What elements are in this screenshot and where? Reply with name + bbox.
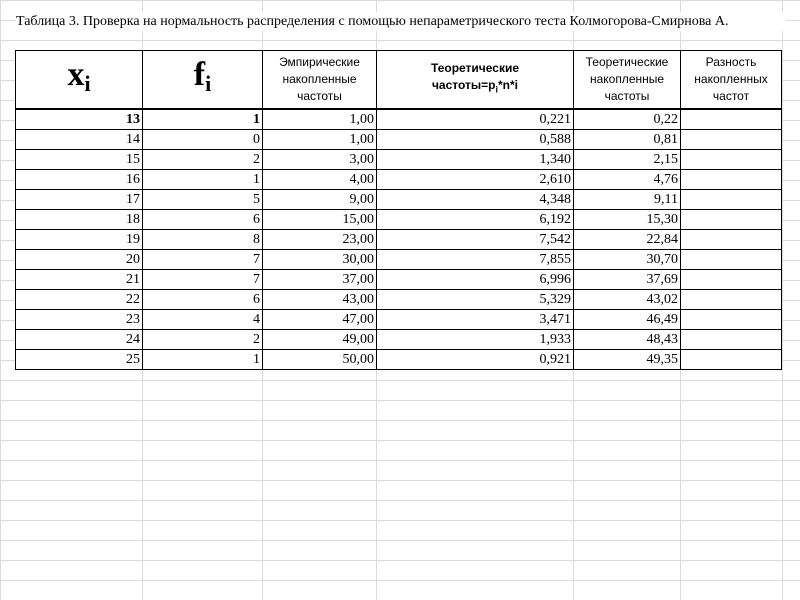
cell-x: 14	[16, 129, 143, 149]
cell-theoretical-frequency: 3,471	[377, 309, 574, 329]
cell-theoretical-cumulative: 46,49	[574, 309, 681, 329]
table-caption: Таблица 3. Проверка на нормальность распределения с помощью непараметрического теста Колмогорова-Смирнова А.	[16, 12, 786, 31]
cell-theoretical-frequency: 4,348	[377, 189, 574, 209]
cell-theoretical-cumulative: 0,81	[574, 129, 681, 149]
cell-theoretical-frequency: 0,921	[377, 349, 574, 369]
kolmogorov-smirnov-table	[15, 50, 782, 370]
table-row	[16, 229, 782, 249]
header-cumulative-difference: Разность накопленных частот	[681, 51, 782, 109]
header-xi: $x_i$	[16, 51, 143, 109]
cell-difference	[681, 289, 782, 309]
cell-theoretical-frequency: 1,340	[377, 149, 574, 169]
cell-theoretical-cumulative: 43,02	[574, 289, 681, 309]
cell-empirical-cumulative: 4,00	[263, 169, 377, 189]
cell-theoretical-cumulative: 2,15	[574, 149, 681, 169]
cell-x: 20	[16, 249, 143, 269]
cell-theoretical-frequency: 2,610	[377, 169, 574, 189]
table-row	[16, 109, 782, 130]
header-theoretical-frequencies: Теоретические $частоты=p_i*n*i$	[377, 51, 574, 109]
cell-x: 25	[16, 349, 143, 369]
cell-f: 8	[143, 229, 263, 249]
cell-difference	[681, 309, 782, 329]
cell-empirical-cumulative: 9,00	[263, 189, 377, 209]
cell-theoretical-frequency: 6,996	[377, 269, 574, 289]
cell-empirical-cumulative: 47,00	[263, 309, 377, 329]
cell-theoretical-cumulative: 15,30	[574, 209, 681, 229]
table-row	[16, 289, 782, 309]
table-row	[16, 209, 782, 229]
cell-empirical-cumulative: 50,00	[263, 349, 377, 369]
cell-f: 4	[143, 309, 263, 329]
cell-f: 7	[143, 249, 263, 269]
cell-theoretical-cumulative: 30,70	[574, 249, 681, 269]
table-row	[16, 189, 782, 209]
cell-theoretical-cumulative: 9,11	[574, 189, 681, 209]
cell-f: 1	[143, 349, 263, 369]
cell-theoretical-cumulative: 22,84	[574, 229, 681, 249]
header-row	[16, 51, 782, 109]
cell-f: 7	[143, 269, 263, 289]
cell-difference	[681, 269, 782, 289]
cell-f: 2	[143, 329, 263, 349]
cell-empirical-cumulative: 49,00	[263, 329, 377, 349]
cell-theoretical-frequency: 5,329	[377, 289, 574, 309]
cell-empirical-cumulative: 23,00	[263, 229, 377, 249]
cell-difference	[681, 249, 782, 269]
cell-theoretical-frequency: 6,192	[377, 209, 574, 229]
table-row	[16, 269, 782, 289]
table-row	[16, 309, 782, 329]
cell-theoretical-frequency: 1,933	[377, 329, 574, 349]
cell-empirical-cumulative: 3,00	[263, 149, 377, 169]
cell-empirical-cumulative: 43,00	[263, 289, 377, 309]
cell-difference	[681, 189, 782, 209]
cell-difference	[681, 169, 782, 189]
cell-theoretical-frequency: 7,542	[377, 229, 574, 249]
cell-difference	[681, 149, 782, 169]
cell-empirical-cumulative: 1,00	[263, 129, 377, 149]
header-theoretical-cumulative: Теоретические накопленные частоты	[574, 51, 681, 109]
cell-empirical-cumulative: 37,00	[263, 269, 377, 289]
cell-theoretical-frequency: 0,588	[377, 129, 574, 149]
cell-f: 1	[143, 109, 263, 130]
cell-x: 18	[16, 209, 143, 229]
cell-theoretical-cumulative: 4,76	[574, 169, 681, 189]
table-row	[16, 329, 782, 349]
cell-x: 23	[16, 309, 143, 329]
cell-f: 6	[143, 209, 263, 229]
cell-f: 0	[143, 129, 263, 149]
cell-x: 13	[16, 109, 143, 130]
cell-empirical-cumulative: 30,00	[263, 249, 377, 269]
cell-x: 21	[16, 269, 143, 289]
cell-theoretical-frequency: 0,221	[377, 109, 574, 130]
cell-difference	[681, 229, 782, 249]
table-row	[16, 349, 782, 369]
cell-theoretical-cumulative: 48,43	[574, 329, 681, 349]
cell-empirical-cumulative: 15,00	[263, 209, 377, 229]
table-row	[16, 249, 782, 269]
cell-x: 16	[16, 169, 143, 189]
cell-empirical-cumulative: 1,00	[263, 109, 377, 130]
cell-difference	[681, 349, 782, 369]
cell-theoretical-cumulative: 49,35	[574, 349, 681, 369]
cell-theoretical-cumulative: 37,69	[574, 269, 681, 289]
cell-f: 6	[143, 289, 263, 309]
cell-theoretical-frequency: 7,855	[377, 249, 574, 269]
cell-f: 5	[143, 189, 263, 209]
cell-f: 1	[143, 169, 263, 189]
cell-difference	[681, 209, 782, 229]
table-row	[16, 149, 782, 169]
cell-theoretical-cumulative: 0,22	[574, 109, 681, 130]
cell-x: 22	[16, 289, 143, 309]
cell-difference	[681, 329, 782, 349]
cell-difference	[681, 129, 782, 149]
table-row	[16, 169, 782, 189]
header-fi: $f_i$	[143, 51, 263, 109]
header-empirical-cumulative: Эмпирические накопленные частоты	[263, 51, 377, 109]
table-row	[16, 129, 782, 149]
cell-x: 15	[16, 149, 143, 169]
cell-difference	[681, 109, 782, 130]
cell-x: 24	[16, 329, 143, 349]
cell-x: 19	[16, 229, 143, 249]
cell-f: 2	[143, 149, 263, 169]
cell-x: 17	[16, 189, 143, 209]
